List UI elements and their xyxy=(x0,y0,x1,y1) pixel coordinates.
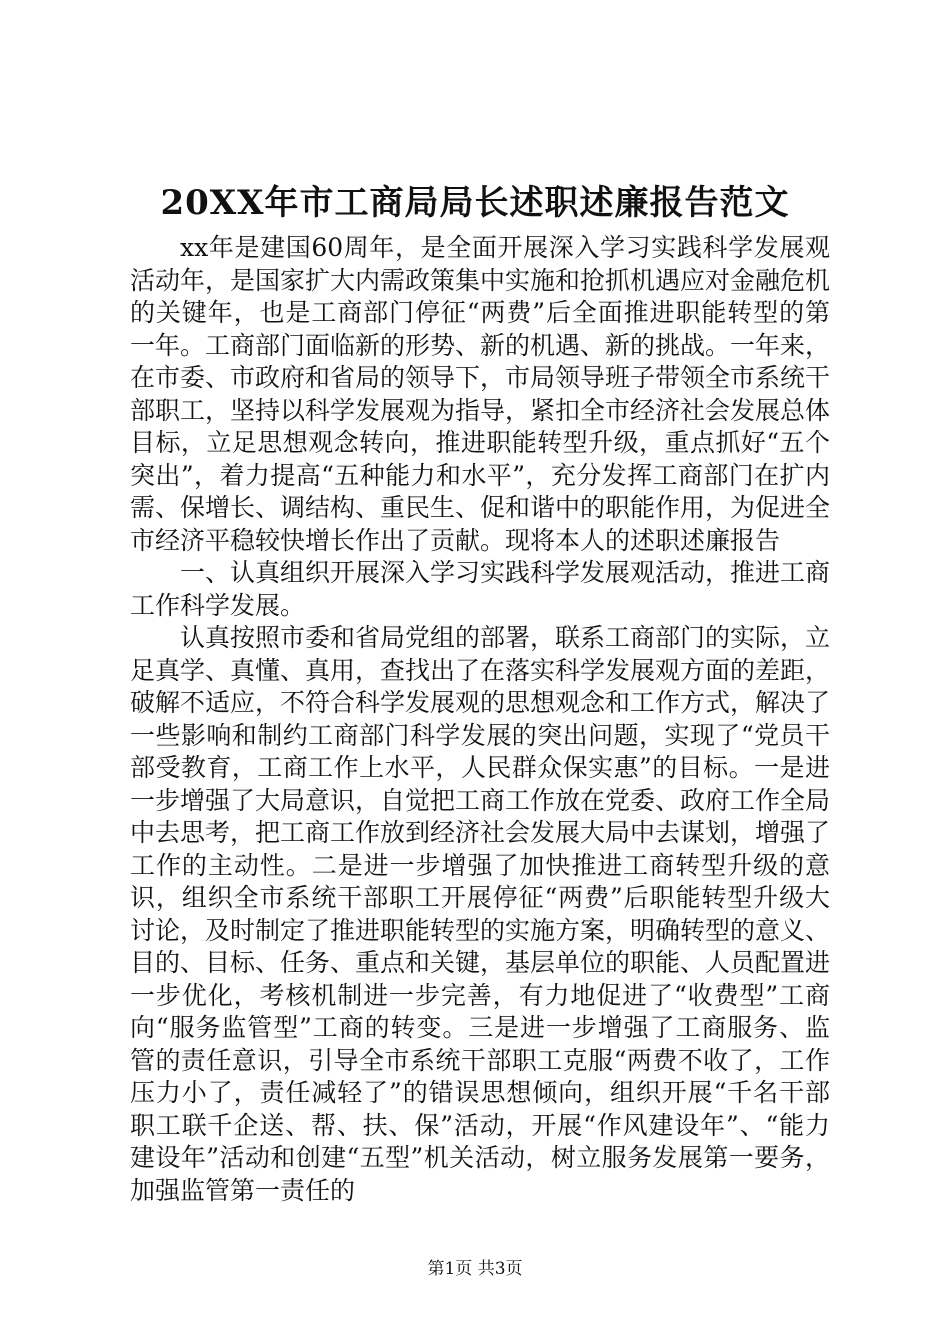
paragraph-intro: xx年是建国60周年，是全面开展深入学习实践科学发展观活动年，是国家扩大内需政策集中实施和抢抓机遇应对金融危机的关键年，也是工商部门停征“两费”后全面推进职能转型的第一年。工商部门面临新的形势、新的机遇、新的挑战。一年来，在市委、市政府和省局的领导下，市局领导班子带领全市系统干部职工，坚持以科学发展观为指导，紧扣全市经济社会发展总体目标，立足思想观念转向，推进职能转型升级，重点抓好“五个突出”，着力提高“五种能力和水平”，充分发挥工商部门在扩内需、保增长、调结构、重民生、促和谐中的职能作用，为促进全市经济平稳较快增长作出了贡献。现将本人的述职述廉报告 xyxy=(130,233,831,555)
document-body xyxy=(130,232,830,1207)
document-title: 20XX年市工商局局长述职述廉报告范文 xyxy=(160,183,790,223)
page-footer: 第1页 共3页 xyxy=(427,1259,523,1279)
paragraph-section-1: 认真按照市委和省局党组的部署，联系工商部门的实际，立足真学、真懂、真用，查找出了在落实科学发展观方面的差距，破解不适应，不符合科学发展观的思想观念和工作方式，解决了一些影响和制约工商部门科学发展的突出问题，实现了“党员干部受教育，工商工作上水平，人民群众保实惠”的目标。一是进一步增强了大局意识，自觉把工商工作放在党委、政府工作全局中去思考，把工商工作放到经济社会发展大局中去谋划，增强了工作的主动性。二是进一步增强了加快推进工商转型升级的意识，组织全市系统干部职工开展停征“两费”后职能转型升级大讨论，及时制定了推进职能转型的实施方案，明确转型的意义、目的、目标、任务、重点和关键，基层单位的职能、人员配置进一步优化，考核机制进一步完善，有力地促进了“收费型”工商向“服务监管型”工商的转变。三是进一步增强了工商服务、监管的责任意识，引导全市系统干部职工克服“两费不收了，工作压力小了，责任减轻了”的错误思想倾向，组织开展“千名干部职工联千企送、帮、扶、保”活动，开展“作风建设年”、“能力建设年”活动和创建“五型”机关活动，树立服务发展第一要务，加强监管第一责任的 xyxy=(130,623,831,1205)
section-heading-1: 一、认真组织开展深入学习实践科学发展观活动，推进工商工作科学发展。 xyxy=(130,558,831,620)
